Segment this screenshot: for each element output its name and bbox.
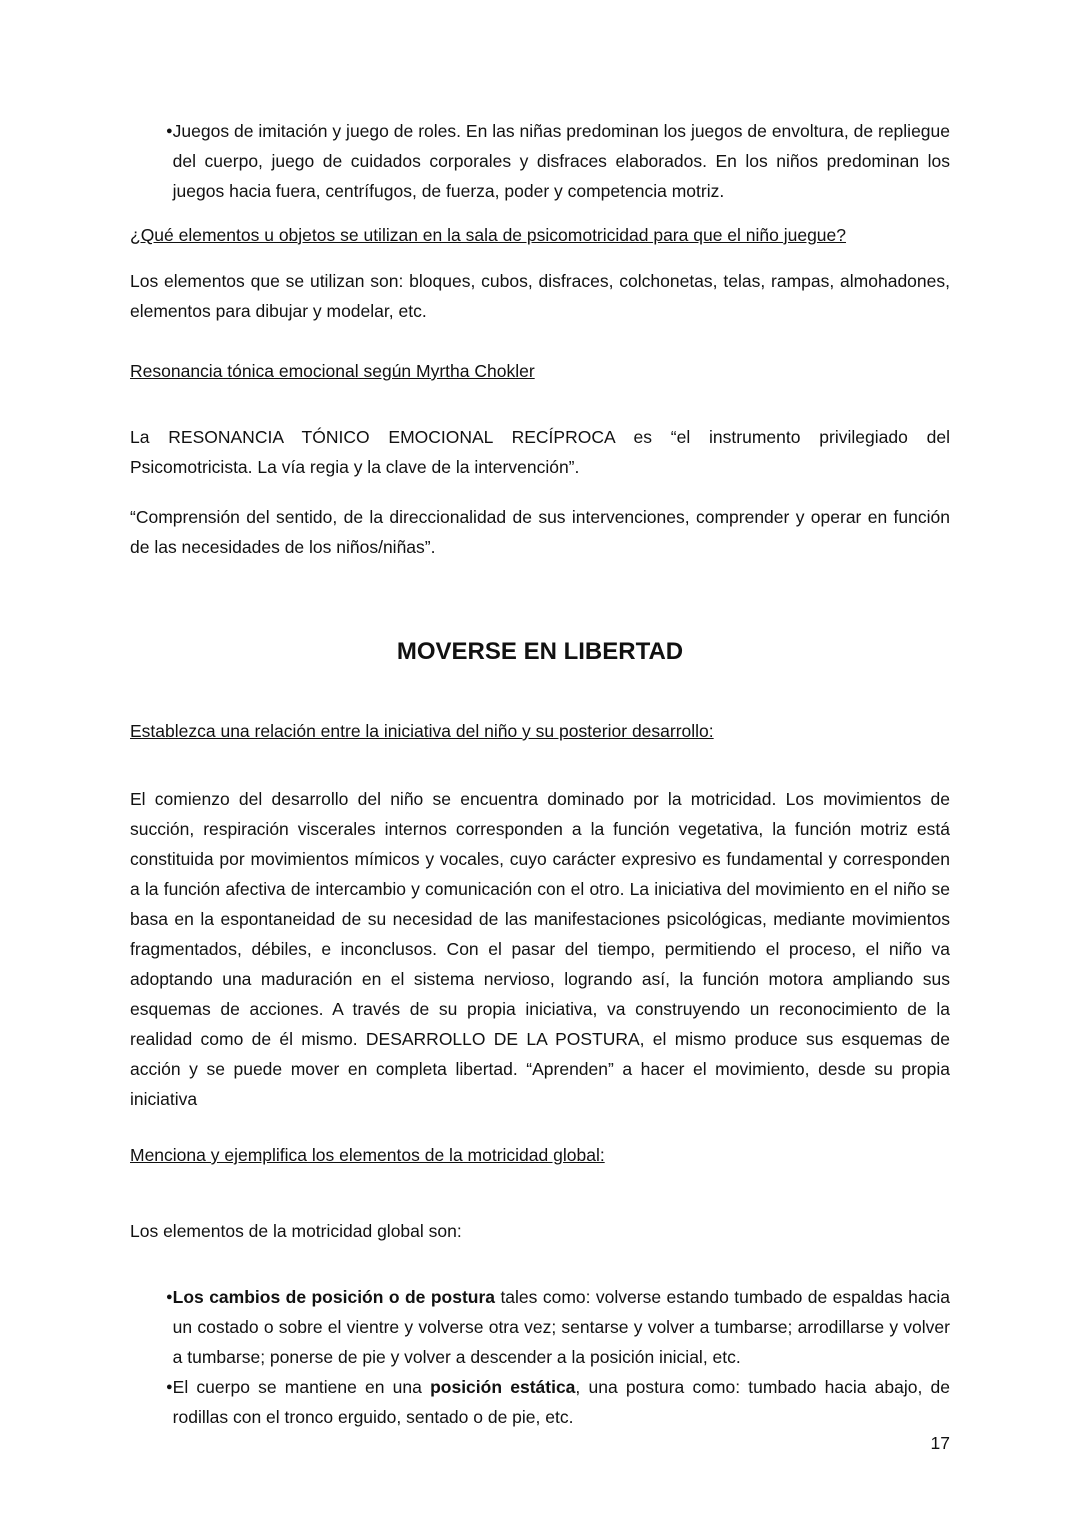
question-iniciativa-heading: Establezca una relación entre la iniciativa del niño y su posterior desarrollo:: [130, 721, 714, 741]
list-item: [130, 1372, 950, 1432]
bullet-text-segment: tales como: volverse estando tumbado de espaldas hacia un costado o sobre el vientre y volverse otra vez; sentarse y volver a tumbarse; arrodillarse y volver a tumbarse; ponerse de pie y volver a descender a la posición inicial, etc.: [172, 1287, 950, 1367]
bullet-icon: ●: [166, 1291, 173, 1303]
section-title: MOVERSE EN LIBERTAD: [396, 638, 684, 665]
resonancia-paragraph-2: “Comprensión del sentido, de la direccionalidad de sus intervenciones, comprender y operar en función de las necesidades de los niños/niñas”.: [130, 507, 950, 557]
bullet-bold-segment: posición estática: [430, 1377, 576, 1397]
question-motricidad-heading: Menciona y ejemplifica los elementos de la motricidad global:: [130, 1145, 605, 1165]
motricidad-bullet-text: [173, 1372, 950, 1432]
resonancia-paragraph-1: La RESONANCIA TÓNICO EMOCIONAL RECÍPROCA es “el instrumento privilegiado del Psicomotricista. La vía regia y la clave de la intervención”.: [130, 427, 950, 477]
list-item: [130, 1282, 950, 1372]
bullet-icon: ●: [166, 1381, 173, 1393]
page-number: 17: [930, 1433, 950, 1453]
intro-bullet-text: Juegos de imitación y juego de roles. En las niñas predominan los juegos de envoltura, de repliegue del cuerpo, juego de cuidados corporales y disfraces elaborados. En los niños predominan los juegos hacia fuera, centrífugos, de fuerza, poder y competencia motriz.: [172, 121, 950, 201]
bullet-icon: ●: [166, 125, 173, 137]
answer-sala-paragraph: Los elementos que se utilizan son: bloques, cubos, disfraces, colchonetas, telas, rampas, almohadones, elementos para dibujar y modelar, etc.: [130, 271, 950, 321]
motricidad-bullet-text: [173, 1282, 950, 1372]
desarrollo-paragraph: El comienzo del desarrollo del niño se encuentra dominado por la motricidad. Los movimientos de succión, respiración viscerales internos corresponden a la función vegetativa, la función motriz está constituida por movimientos mímicos y vocales, cuyo carácter expresivo es fundamental y corresponden a la función afectiva de intercambio y comunicación con el otro. La iniciativa del movimiento en el niño se basa en la espontaneidad de su necesidad de las manifestaciones psicológicas, mediante movimientos fragmentados, débiles, e inconclusos. Con el pasar del tiempo, permitiendo el proceso, el niño va adoptando una maduración en el sistema nervioso, logrando así, la función motora ampliando sus esquemas de acciones. A través de su propia iniciativa, va construyendo un reconocimiento de la realidad como de él mismo. DESARROLLO DE LA POSTURA, el mismo produce sus esquemas de acción y se puede mover en completa libertad. “Aprenden” a hacer el movimiento, desde su propia iniciativa: [130, 789, 950, 1109]
list-item: [130, 116, 950, 206]
intro-bullet-list: [130, 116, 950, 206]
bullet-text-segment: El cuerpo se mantiene en una: [172, 1377, 431, 1397]
question-sala-heading: ¿Qué elementos u objetos se utilizan en la sala de psicomotricidad para que el niño juegue?: [130, 225, 847, 245]
elementos-intro-paragraph: Los elementos de la motricidad global son:: [130, 1221, 462, 1241]
motricidad-bullet-list: [130, 1282, 950, 1432]
bullet-text-segment: , una postura como: tumbado hacia abajo, de rodillas con el tronco erguido, sentado o de pie, etc.: [172, 1377, 950, 1427]
resonancia-heading: Resonancia tónica emocional según Myrtha Chokler: [130, 361, 535, 381]
bullet-bold-lead: Los cambios de posición o de postura: [172, 1287, 496, 1307]
